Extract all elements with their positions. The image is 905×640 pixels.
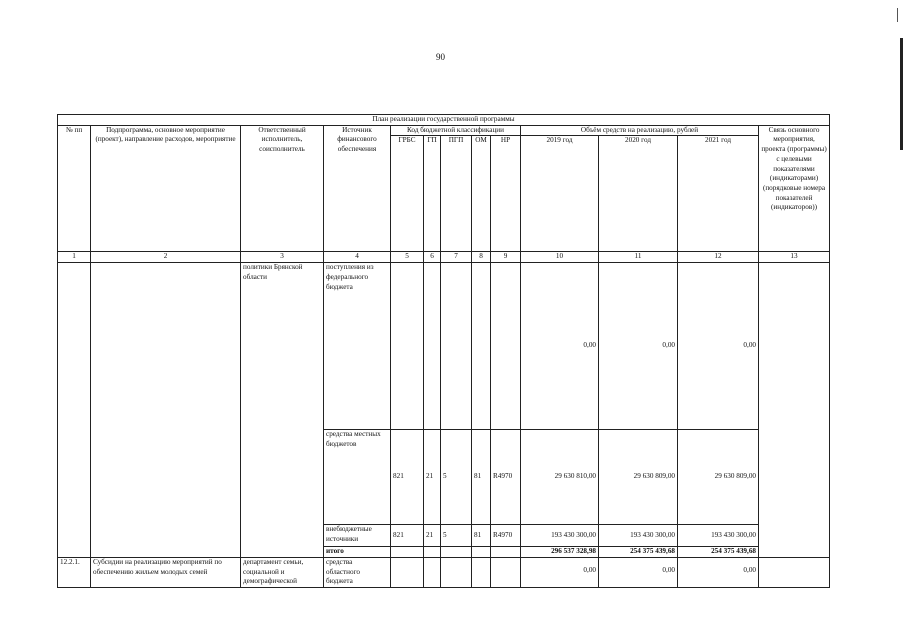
cell-nr	[491, 557, 521, 587]
table-row	[58, 557, 830, 587]
cell-gp: 21	[424, 430, 441, 525]
header-budget-code: Код бюджетной классификации	[391, 125, 521, 136]
cell-nr	[491, 263, 521, 430]
cell-gp: 21	[424, 525, 441, 547]
total-label: итого	[324, 547, 391, 558]
header-source: Источник финансового обеспечения	[324, 125, 391, 252]
cell-pgp	[441, 547, 472, 558]
cell-source: средства местных бюджетов	[324, 430, 391, 525]
table-row	[58, 263, 830, 430]
cell-source: поступления из федерального бюджета	[324, 263, 391, 430]
col-num: 4	[324, 252, 391, 263]
cell-2020: 0,00	[599, 557, 678, 587]
program-plan-table	[57, 114, 830, 588]
header-om: ОМ	[472, 136, 491, 252]
total-2019: 296 537 328,98	[521, 547, 599, 558]
cell-2021: 0,00	[678, 557, 759, 587]
cell-2021: 29 630 809,00	[678, 430, 759, 525]
cell-2020: 193 430 300,00	[599, 525, 678, 547]
cell-om	[472, 263, 491, 430]
col-num: 1	[58, 252, 91, 263]
header-row-1	[58, 125, 830, 136]
cell-om	[472, 547, 491, 558]
total-2021: 254 375 439,68	[678, 547, 759, 558]
cell-pgp	[441, 263, 472, 430]
cell-grbs: 821	[391, 525, 424, 547]
header-2020: 2020 год	[599, 136, 678, 252]
cell-om: 81	[472, 430, 491, 525]
cell-nr	[491, 547, 521, 558]
page-number: 90	[436, 52, 445, 62]
cell-om: 81	[472, 525, 491, 547]
col-num: 2	[91, 252, 241, 263]
cell-gp	[424, 547, 441, 558]
header-link: Связь основного мероприятия, проекта (программы) с целевыми показателями (индикаторами) (порядковые номера показателей (индикаторов))	[759, 125, 830, 252]
cell-link	[759, 263, 830, 558]
cell-grbs	[391, 263, 424, 430]
cell-2019: 29 630 810,00	[521, 430, 599, 525]
header-pgp: ПГП	[441, 136, 472, 252]
cell-pgp: 5	[441, 525, 472, 547]
cell-no: 12.2.1.	[58, 557, 91, 587]
header-name: Подпрограмма, основное мероприятие (проект), направление расходов, мероприятие	[91, 125, 241, 252]
col-num: 5	[391, 252, 424, 263]
cell-executor: департамент семьи, социальной и демографической	[241, 557, 324, 587]
cell-gp	[424, 263, 441, 430]
col-num: 12	[678, 252, 759, 263]
header-executor: Ответственный исполнитель, соисполнитель	[241, 125, 324, 252]
header-2019: 2019 год	[521, 136, 599, 252]
cell-grbs: 821	[391, 430, 424, 525]
cell-source: средства областного бюджета	[324, 557, 391, 587]
cell-executor: политики Брянской области	[241, 263, 324, 558]
cell-name	[91, 263, 241, 558]
col-num: 6	[424, 252, 441, 263]
col-num: 3	[241, 252, 324, 263]
cell-grbs	[391, 557, 424, 587]
cell-om	[472, 557, 491, 587]
col-num: 9	[491, 252, 521, 263]
col-num: 11	[599, 252, 678, 263]
total-2020: 254 375 439,68	[599, 547, 678, 558]
cell-no	[58, 263, 91, 558]
column-number-row	[58, 252, 830, 263]
cell-pgp	[441, 557, 472, 587]
cell-2021: 0,00	[678, 263, 759, 430]
cell-2020: 29 630 809,00	[599, 430, 678, 525]
cell-link	[759, 557, 830, 587]
cell-source: внебюджетные источники	[324, 525, 391, 547]
cell-2019: 0,00	[521, 263, 599, 430]
cell-pgp: 5	[441, 430, 472, 525]
cell-name: Субсидии на реализацию мероприятий по обеспечению жильем молодых семей	[91, 557, 241, 587]
header-funds: Объём средств на реализацию, рублей	[521, 125, 759, 136]
col-num: 7	[441, 252, 472, 263]
cell-gp	[424, 557, 441, 587]
cell-2020: 0,00	[599, 263, 678, 430]
header-2021: 2021 год	[678, 136, 759, 252]
cell-grbs	[391, 547, 424, 558]
scan-edge-tick	[897, 8, 898, 22]
cell-2019: 193 430 300,00	[521, 525, 599, 547]
cell-2021: 193 430 300,00	[678, 525, 759, 547]
table-title: План реализации государственной программы	[58, 115, 830, 126]
col-num: 13	[759, 252, 830, 263]
cell-nr: R4970	[491, 430, 521, 525]
scan-edge-mark	[900, 38, 903, 150]
header-no: № пп	[58, 125, 91, 252]
header-nr: НР	[491, 136, 521, 252]
header-gp: ГП	[424, 136, 441, 252]
col-num: 8	[472, 252, 491, 263]
cell-nr: R4970	[491, 525, 521, 547]
cell-2019: 0,00	[521, 557, 599, 587]
header-grbs: ГРБС	[391, 136, 424, 252]
col-num: 10	[521, 252, 599, 263]
table-title-row	[58, 115, 830, 126]
